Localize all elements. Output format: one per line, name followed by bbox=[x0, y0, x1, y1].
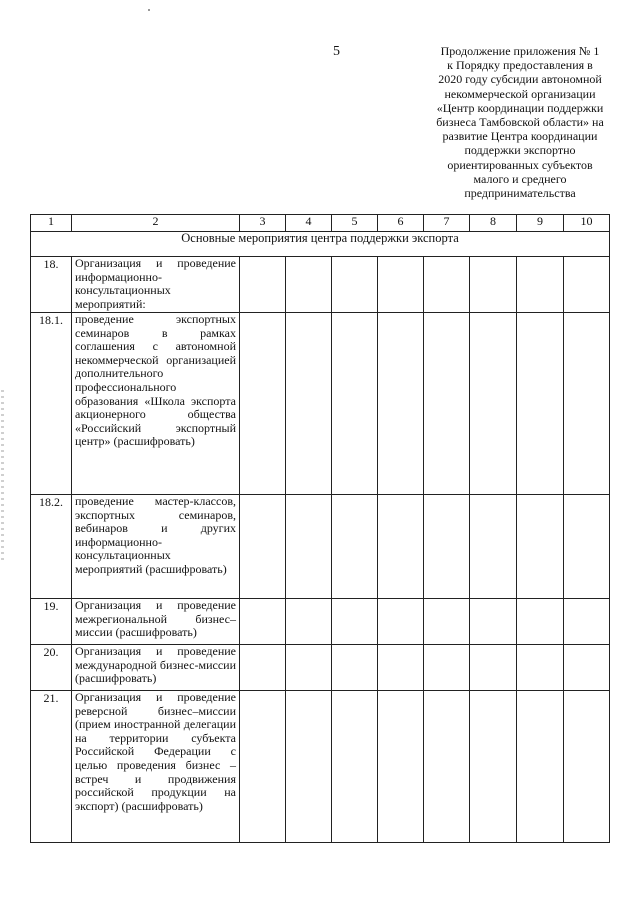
empty-cell bbox=[286, 691, 332, 843]
section-header-row bbox=[31, 232, 610, 257]
page-number: 5 bbox=[333, 44, 340, 59]
empty-cell bbox=[332, 495, 378, 599]
header-line: предпринимательства bbox=[464, 186, 576, 201]
header-line: Продолжение приложения № 1 bbox=[440, 44, 600, 58]
column-number: 10 bbox=[564, 215, 610, 232]
row-description: проведение мастер-классов, экспортных семинаров, вебинаров и других информационно-консультационных мероприятий (расшифровать) bbox=[72, 495, 240, 599]
row-description: проведение экспортных семинаров в рамках соглашения с автономной некоммерческой организацией дополнительного профессионального образования «Школа экспорта акционерного общества «Российский экспортный центр» (расшифровать) bbox=[72, 313, 240, 495]
empty-cell bbox=[424, 257, 470, 313]
header-line: развитие Центра координации bbox=[442, 129, 598, 144]
row-description: Организация и проведение межрегиональной бизнес–миссии (расшифровать) bbox=[72, 599, 240, 645]
header-line: малого и среднего bbox=[473, 171, 567, 186]
empty-cell bbox=[470, 257, 517, 313]
row-description: Организация и проведение международной бизнес-миссии (расшифровать) bbox=[72, 645, 240, 691]
column-number: 9 bbox=[517, 215, 564, 232]
empty-cell bbox=[517, 599, 564, 645]
empty-cell bbox=[564, 495, 610, 599]
scan-speck bbox=[148, 9, 150, 11]
empty-cell bbox=[286, 495, 332, 599]
table-row bbox=[31, 691, 610, 843]
row-number: 19. bbox=[31, 599, 72, 645]
empty-cell bbox=[564, 599, 610, 645]
empty-cell bbox=[240, 599, 286, 645]
empty-cell bbox=[286, 645, 332, 691]
empty-cell bbox=[517, 257, 564, 313]
empty-cell bbox=[517, 313, 564, 495]
empty-cell bbox=[332, 313, 378, 495]
column-number: 3 bbox=[240, 215, 286, 232]
empty-cell bbox=[332, 257, 378, 313]
empty-cell bbox=[424, 645, 470, 691]
header-line: «Центр координации поддержки bbox=[436, 100, 604, 115]
empty-cell bbox=[564, 691, 610, 843]
column-number: 2 bbox=[72, 215, 240, 232]
column-number-row bbox=[31, 215, 610, 232]
empty-cell bbox=[564, 257, 610, 313]
empty-cell bbox=[564, 645, 610, 691]
empty-cell bbox=[470, 691, 517, 843]
empty-cell bbox=[517, 645, 564, 691]
empty-cell bbox=[378, 313, 424, 495]
table-row bbox=[31, 313, 610, 495]
appendix-header bbox=[420, 44, 620, 200]
empty-cell bbox=[470, 599, 517, 645]
header-line: бизнеса Тамбовской области» на bbox=[436, 115, 604, 130]
header-line: некоммерческой организации bbox=[444, 86, 596, 101]
row-number: 18. bbox=[31, 257, 72, 313]
column-number: 4 bbox=[286, 215, 332, 232]
empty-cell bbox=[378, 599, 424, 645]
column-number: 5 bbox=[332, 215, 378, 232]
empty-cell bbox=[424, 313, 470, 495]
row-description: Организация и проведение информационно-консультационных мероприятий: bbox=[72, 257, 240, 313]
column-number: 1 bbox=[31, 215, 72, 232]
row-number: 21. bbox=[31, 691, 72, 843]
row-number: 20. bbox=[31, 645, 72, 691]
empty-cell bbox=[470, 645, 517, 691]
empty-cell bbox=[332, 599, 378, 645]
empty-cell bbox=[470, 495, 517, 599]
empty-cell bbox=[332, 645, 378, 691]
empty-cell bbox=[286, 257, 332, 313]
empty-cell bbox=[240, 645, 286, 691]
scan-edge-mark bbox=[1, 390, 4, 560]
empty-cell bbox=[424, 495, 470, 599]
empty-cell bbox=[517, 691, 564, 843]
empty-cell bbox=[378, 495, 424, 599]
activities-table bbox=[30, 214, 610, 843]
row-number: 18.1. bbox=[31, 313, 72, 495]
empty-cell bbox=[332, 691, 378, 843]
table-row bbox=[31, 257, 610, 313]
header-line: ориентированных субъектов bbox=[447, 157, 593, 172]
section-title: Основные мероприятия центра поддержки экспорта bbox=[31, 232, 610, 257]
table-row bbox=[31, 495, 610, 599]
column-number: 7 bbox=[424, 215, 470, 232]
empty-cell bbox=[286, 313, 332, 495]
row-description: Организация и проведение реверсной бизнес–миссии (прием иностранной делегации на территории субъекта Российской Федерации с целью проведения бизнес – встреч и продвижения российской продукции на экспорт) (расшифровать) bbox=[72, 691, 240, 843]
empty-cell bbox=[424, 691, 470, 843]
column-number: 8 bbox=[470, 215, 517, 232]
empty-cell bbox=[424, 599, 470, 645]
empty-cell bbox=[240, 691, 286, 843]
row-number: 18.2. bbox=[31, 495, 72, 599]
header-line: 2020 году субсидии автономной bbox=[438, 72, 602, 87]
empty-cell bbox=[517, 495, 564, 599]
header-line: к Порядку предоставления в bbox=[447, 58, 593, 73]
empty-cell bbox=[564, 313, 610, 495]
header-line: поддержки экспортно bbox=[464, 143, 576, 158]
empty-cell bbox=[378, 691, 424, 843]
empty-cell bbox=[240, 313, 286, 495]
empty-cell bbox=[378, 645, 424, 691]
empty-cell bbox=[378, 257, 424, 313]
empty-cell bbox=[240, 495, 286, 599]
empty-cell bbox=[240, 257, 286, 313]
table-row bbox=[31, 645, 610, 691]
column-number: 6 bbox=[378, 215, 424, 232]
table-row bbox=[31, 599, 610, 645]
empty-cell bbox=[286, 599, 332, 645]
empty-cell bbox=[470, 313, 517, 495]
